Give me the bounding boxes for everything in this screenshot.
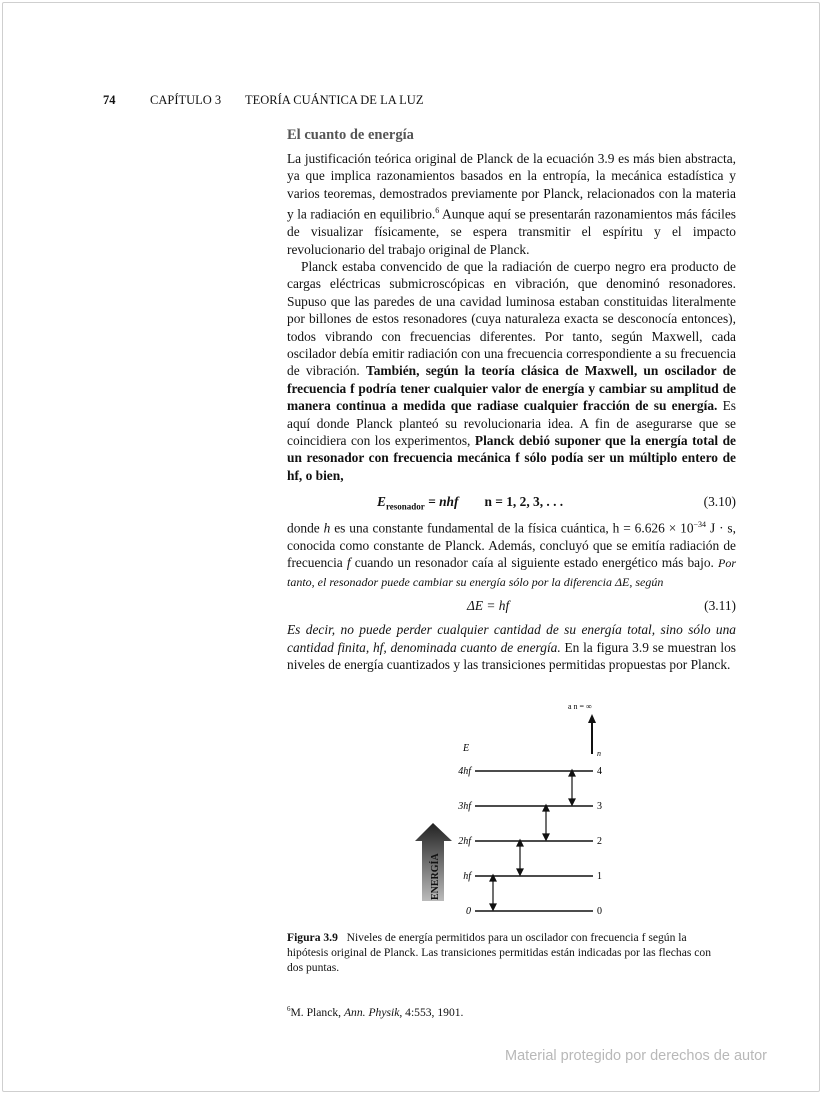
journal: Ann. Physik, xyxy=(343,1005,403,1019)
levels xyxy=(457,766,602,917)
main-text xyxy=(287,126,736,674)
eq-content xyxy=(377,488,563,521)
text: La justificación teórica original de Planck de la ecuación 3.9 es más bien abstracta, ya que implica razonamientos basados en la entropía, la mecánica estadística y varios teoremas, demostrados previamente por Planck, relacionados con la materia y la radiación en equilibrio. xyxy=(287,151,736,222)
italic-text: Por tanto, el resonador puede cambiar su energía sólo por la diferencia ΔE, según xyxy=(287,556,736,589)
energy-label: 3hf xyxy=(458,800,471,812)
copyright-watermark: Material protegido por derechos de autor xyxy=(505,1048,767,1065)
running-chapter: CAPÍTULO 3 xyxy=(150,93,222,107)
caption-label: Figura 3.9 xyxy=(287,930,338,944)
energia-arrow xyxy=(415,823,452,901)
infinity-label: a n = ∞ xyxy=(568,701,592,711)
content-column xyxy=(287,0,767,1094)
text: 4:553, 1901. xyxy=(402,1005,464,1019)
text: es una constante fundamental de la física cuántica, xyxy=(330,520,613,536)
bold-text: Planck debió suponer que la energía total de un resonador con frecuencia mecánica f sólo podía ser un múltiplo entero de hf, o bien, xyxy=(287,432,736,483)
eq-number: (3.11) xyxy=(704,598,736,614)
bold-text: También, según la teoría clásica de Maxwell, un oscilador de frecuencia f podría tener cualquier valor de energía y cambiar su amplitud de manera continua a medida que radiase cualquier fracción de su energía. xyxy=(287,363,736,414)
energia-label: ENERGÍA xyxy=(430,852,441,900)
e-axis-label: E xyxy=(463,742,470,754)
page-number: 74 xyxy=(103,93,116,107)
energy-label: hf xyxy=(463,870,471,882)
level-number: 1 xyxy=(597,870,602,882)
arrowhead-icon xyxy=(588,714,596,723)
footnote-number: 6 xyxy=(287,1004,291,1013)
energy-label: 2hf xyxy=(458,835,471,847)
eq-number: (3.10) xyxy=(703,494,736,510)
text: h xyxy=(323,520,331,536)
italic-text: Es decir, no puede perder cualquier cantidad de su energía total, sino sólo una cantidad finita, hf, denominada cuanto de energía. xyxy=(287,622,736,655)
text: En la figura 3.9 se muestran los niveles de energía cuantizados y las transiciones permitidas propuestas por Planck. xyxy=(287,639,736,673)
paragraph-3 xyxy=(287,516,736,591)
n-axis-label: n xyxy=(597,748,601,758)
text: J · s, conocida como constante de Planck. Además, concluyó que se emitía radiación de frecuencia xyxy=(287,520,736,571)
footnote-ref: 6 xyxy=(435,206,440,216)
eq-expr: ΔE = hf xyxy=(467,598,510,614)
eq-lhs: E xyxy=(377,494,386,510)
energy-label: 4hf xyxy=(458,765,471,777)
level-number: 2 xyxy=(597,835,602,847)
energy-label: 0 xyxy=(466,905,471,917)
figure-caption xyxy=(287,930,727,975)
text: Planck estaba convencido de que la radiación de cuerpo negro era producto de cargas eléctricas submicroscópicas en vibración, que denominó resonadores. Supuso que las paredes de una cavidad luminosa estaban constituidas literalmente por billones de estos resonadores (cuya naturaleza exacta se desconocía entonces), todos vibrando con frecuencias diferentes. Por tanto, según Maxwell, cada oscilador debía emitir radiación con una frecuencia correspondiente a su frecuencia de vibración. xyxy=(287,258,736,379)
equation-3-10 xyxy=(287,488,736,516)
paragraph-4 xyxy=(287,621,736,673)
level-number: 3 xyxy=(597,800,602,812)
level-number: 0 xyxy=(597,905,602,917)
energy-level-diagram xyxy=(400,696,640,926)
equation-3-11 xyxy=(287,591,736,621)
caption-text: Niveles de energía permitidos para un oscilador con frecuencia f según la hipótesis original de Planck. Las transiciones permitidas están indicadas por las flechas con dos puntas. xyxy=(287,930,714,974)
level-number: 4 xyxy=(597,765,602,777)
text: cuando un resonador caía al siguiente estado energético más bajo. xyxy=(350,555,718,571)
exponent: −34 xyxy=(693,520,707,530)
eq-rhs: = nhf xyxy=(424,494,459,510)
text: Aunque aquí se presentarán razonamientos más fáciles de visualizar físicamente, se espera transmitir el espíritu y el impacto revolucionario del trabajo original de Planck. xyxy=(287,206,736,257)
text: f xyxy=(346,555,351,571)
eq-condition: n = 1, 2, 3, . . . xyxy=(484,494,564,510)
text: M. Planck, xyxy=(290,1005,344,1019)
running-title: TEORÍA CUÁNTICA DE LA LUZ xyxy=(245,93,424,107)
text: Es aquí donde Planck planteó su revolucionaria idea. A fin de asegurarse que se coincidiera con los experimentos, xyxy=(287,398,736,448)
eq-sub: resonador xyxy=(385,501,425,512)
paragraph-2 xyxy=(287,258,736,484)
section-title: El cuanto de energía xyxy=(287,127,414,143)
footnote xyxy=(287,1005,736,1019)
paragraph-1 xyxy=(287,150,736,258)
text: donde xyxy=(287,520,324,536)
text: h = 6.626 × 10 xyxy=(612,520,694,536)
transition-arrows xyxy=(490,770,575,910)
